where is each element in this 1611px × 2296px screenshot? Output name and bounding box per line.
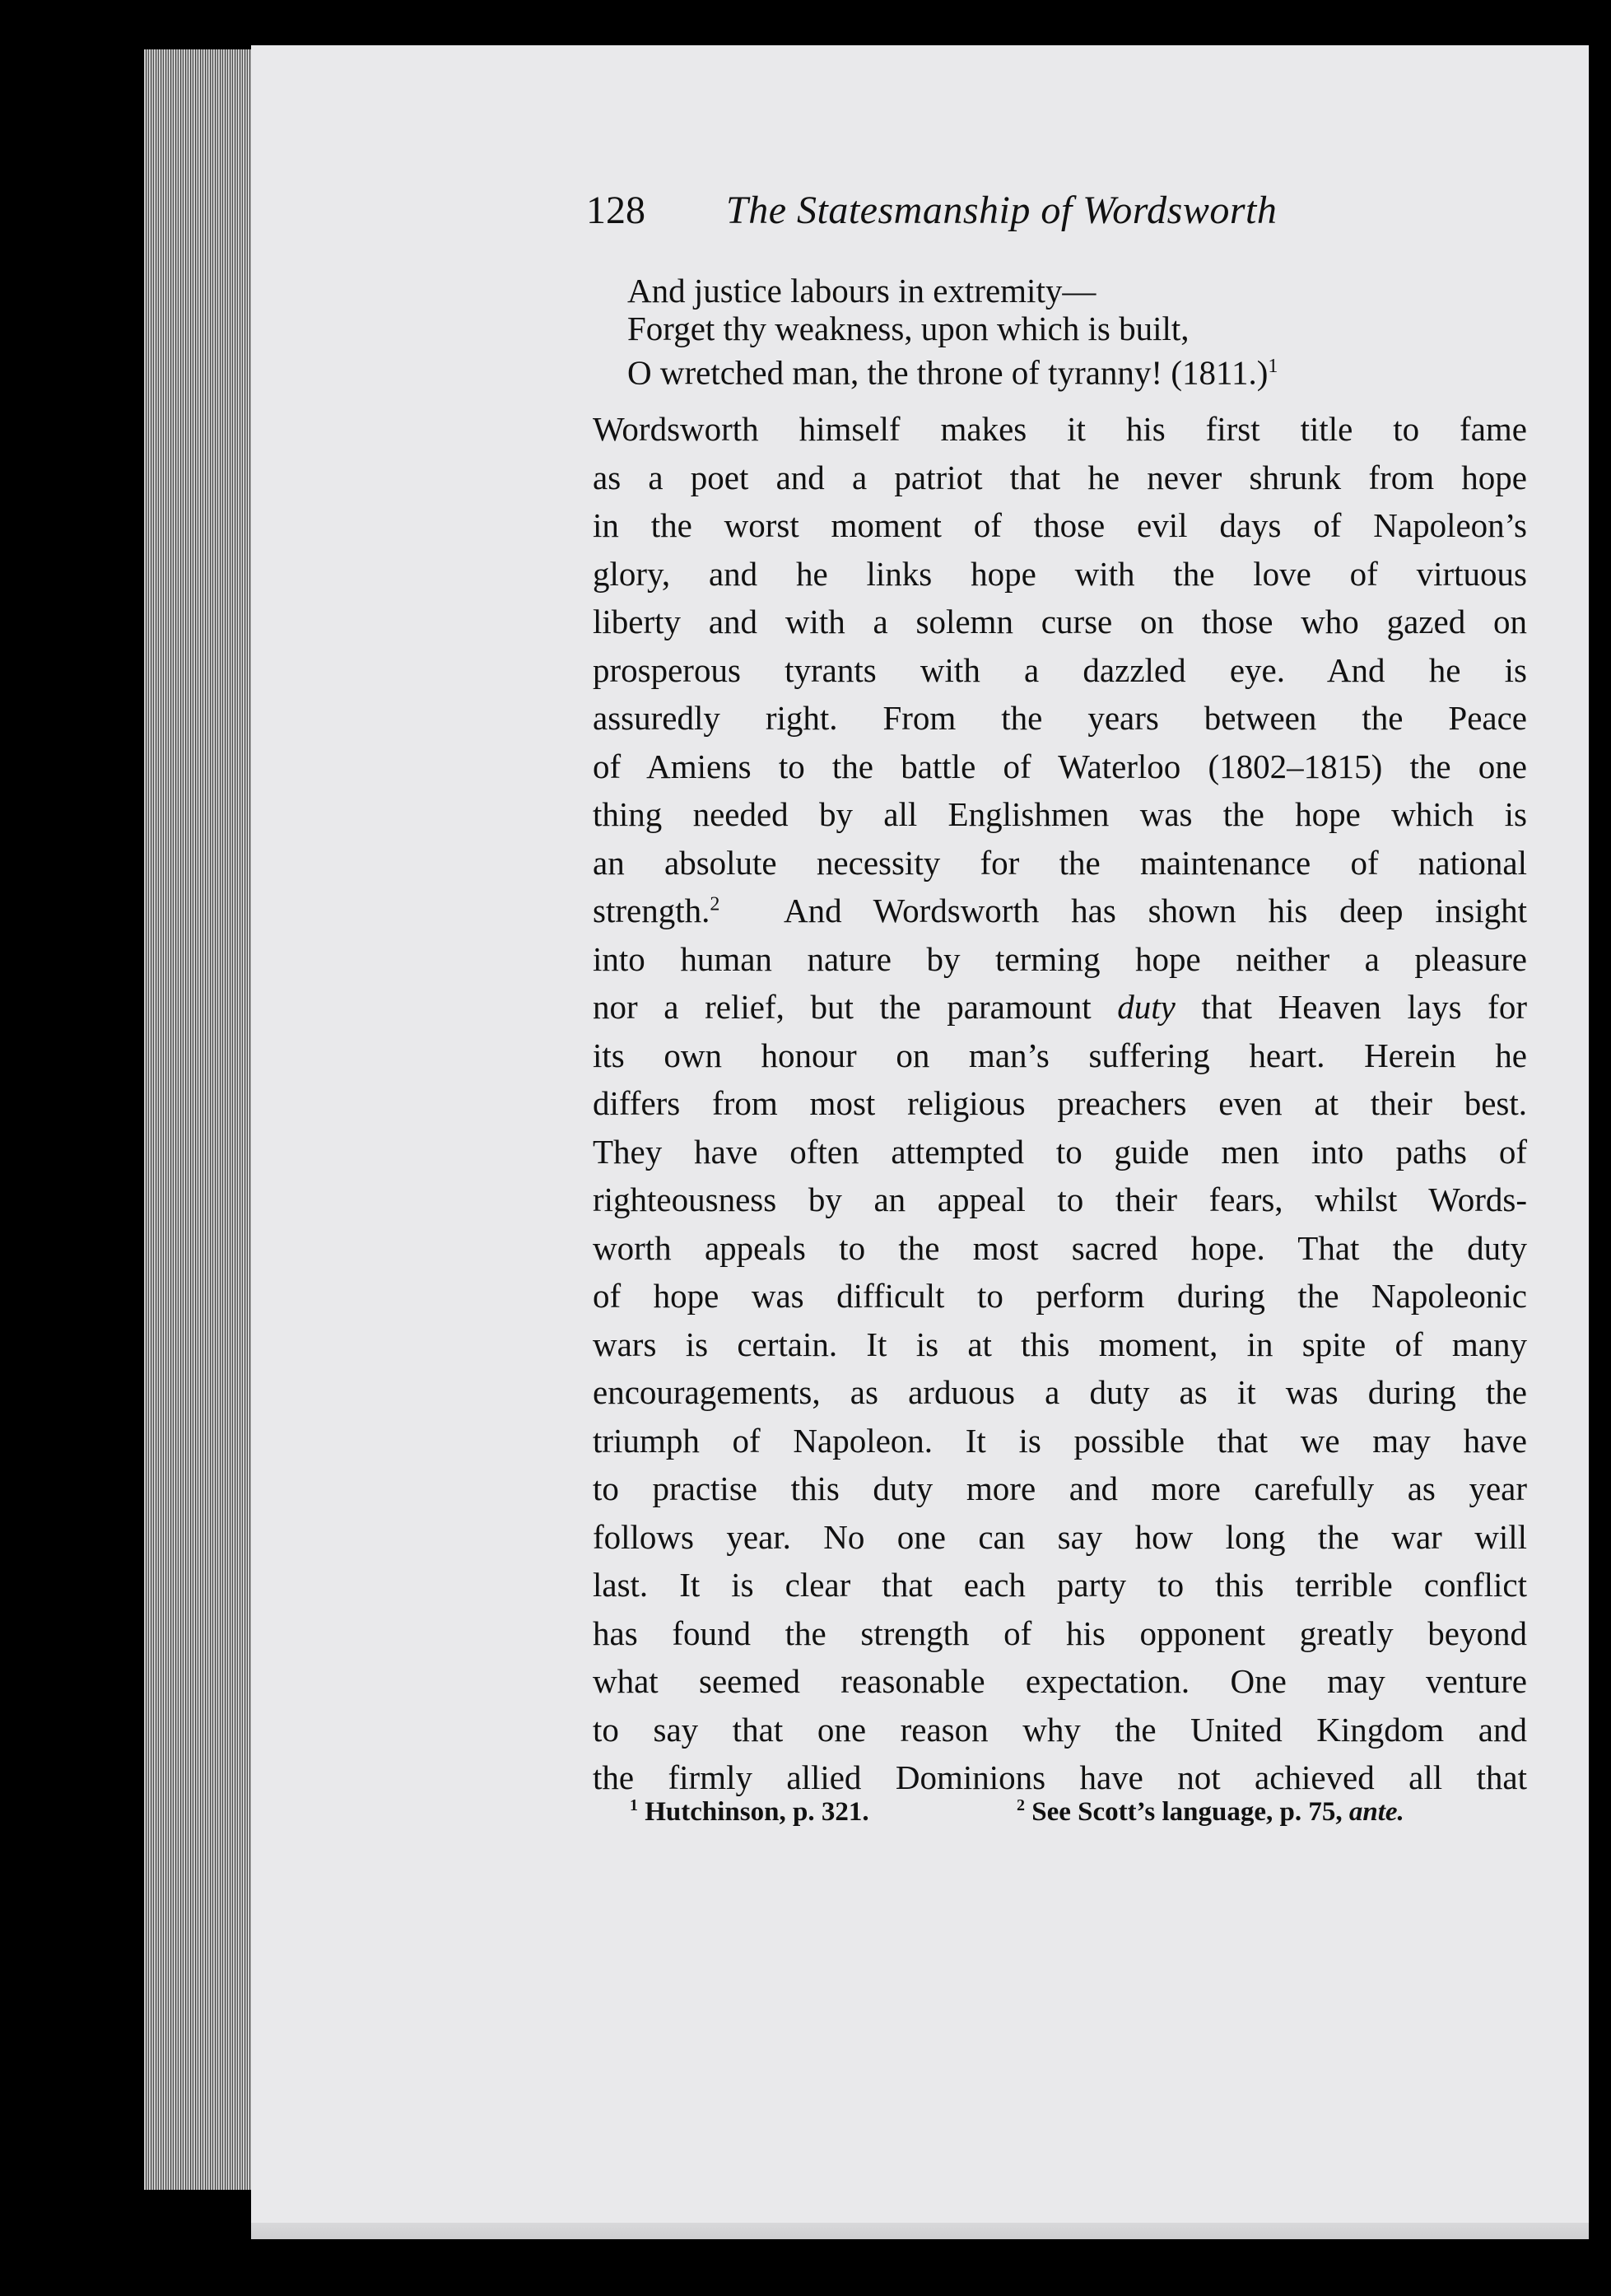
paragraph-line: its own honour on man’s suffering heart. Herein he (593, 1036, 1527, 1074)
paragraph-line: assuredly right. From the years between the Peace (593, 699, 1527, 737)
paragraph-line: has found the strength of his opponent greatly beyond (593, 1614, 1527, 1652)
emphasis-duty: duty (1117, 988, 1176, 1026)
footnote-2-text: See Scott’s language, p. 75, (1031, 1797, 1349, 1827)
paragraph-line: differs from most religious preachers even at their best. (593, 1084, 1527, 1122)
page-bottom-edge (251, 2223, 1589, 2239)
paragraph-line: in the worst moment of those evil days of Napoleon’s (593, 506, 1527, 544)
paragraph-line: the firmly allied Dominions have not achieved all that (593, 1758, 1527, 1796)
footnote-2-italic: ante. (1348, 1797, 1404, 1827)
paragraph-text: strength. (593, 892, 710, 929)
footnote-1-text: Hutchinson, p. 321. (645, 1797, 869, 1827)
footnote-2 (1017, 1796, 1404, 1828)
paragraph-line: what seemed reasonable expectation. One may venture (593, 1662, 1527, 1700)
paragraph-line: wars is certain. It is at this moment, in spite of many (593, 1325, 1527, 1363)
paragraph-line (593, 887, 1527, 935)
paragraph-line: to say that one reason why the United Kingdom and (593, 1710, 1527, 1749)
paragraph-line: glory, and he links hope with the love of virtuous (593, 554, 1527, 593)
paragraph-line: encouragements, as arduous a duty as it was during the (593, 1373, 1527, 1411)
paragraph-line: follows year. No one can say how long the war will (593, 1517, 1527, 1556)
paragraph-line: of Amiens to the battle of Waterloo (1802–1815) the one (593, 747, 1527, 785)
paragraph-line: liberty and with a solemn curse on those who gazed on (593, 603, 1527, 640)
paragraph-line: as a poet and a patriot that he never shrunk from hope (593, 458, 1527, 496)
paragraph-line: an absolute necessity for the maintenance of national (593, 843, 1527, 882)
page-number: 128 (586, 189, 645, 232)
paragraph-line: thing needed by all Englishmen was the hope which is (593, 795, 1527, 833)
paragraph-line: prosperous tyrants with a dazzled eye. And he is (593, 650, 1527, 689)
verse-line-text: O wretched man, the throne of tyranny! (1811.) (627, 353, 1269, 392)
footnote-2-mark: 2 (1017, 1796, 1025, 1814)
running-title: The Statesmanship of Wordsworth (726, 189, 1278, 232)
verse-line (627, 347, 1533, 392)
paragraph-line (593, 983, 1527, 1032)
footnote-ref-2: 2 (710, 893, 720, 915)
book-page-edges (144, 49, 255, 2190)
paragraph-line: of hope was difficult to perform during the Napoleonic (593, 1277, 1527, 1315)
body-paragraph (593, 405, 1527, 1802)
paragraph-text: nor a relief, but the paramount (593, 988, 1118, 1026)
verse-line: And justice labours in extremity— (627, 272, 1097, 310)
paragraph-line: into human nature by terming hope neither a pleasure (593, 939, 1527, 978)
paragraph-text: that Heaven lays for (1175, 988, 1527, 1026)
verse-line: Forget thy weakness, upon which is built, (627, 310, 1190, 347)
paragraph-line: They have often attempted to guide men into paths of (593, 1132, 1527, 1171)
verse-quotation (627, 272, 1533, 392)
paragraph-line: righteousness by an appeal to their fears, whilst Words- (593, 1181, 1527, 1218)
footnote-1 (630, 1796, 869, 1828)
footnote-1-mark: 1 (630, 1796, 638, 1814)
footnote-ref-1: 1 (1268, 356, 1278, 377)
paragraph-line: to practise this duty more and more carefully as year (593, 1469, 1527, 1507)
paragraph-line: last. It is clear that each party to this terrible conflict (593, 1566, 1527, 1604)
paragraph-line: triumph of Napoleon. It is possible that we may have (593, 1421, 1527, 1460)
paragraph-line: worth appeals to the most sacred hope. That the duty (593, 1228, 1527, 1267)
running-head (586, 188, 1409, 237)
paragraph-text: And Wordsworth has shown his deep insight (783, 892, 1528, 929)
paragraph-line: Wordsworth himself makes it his first title to fame (593, 410, 1527, 448)
